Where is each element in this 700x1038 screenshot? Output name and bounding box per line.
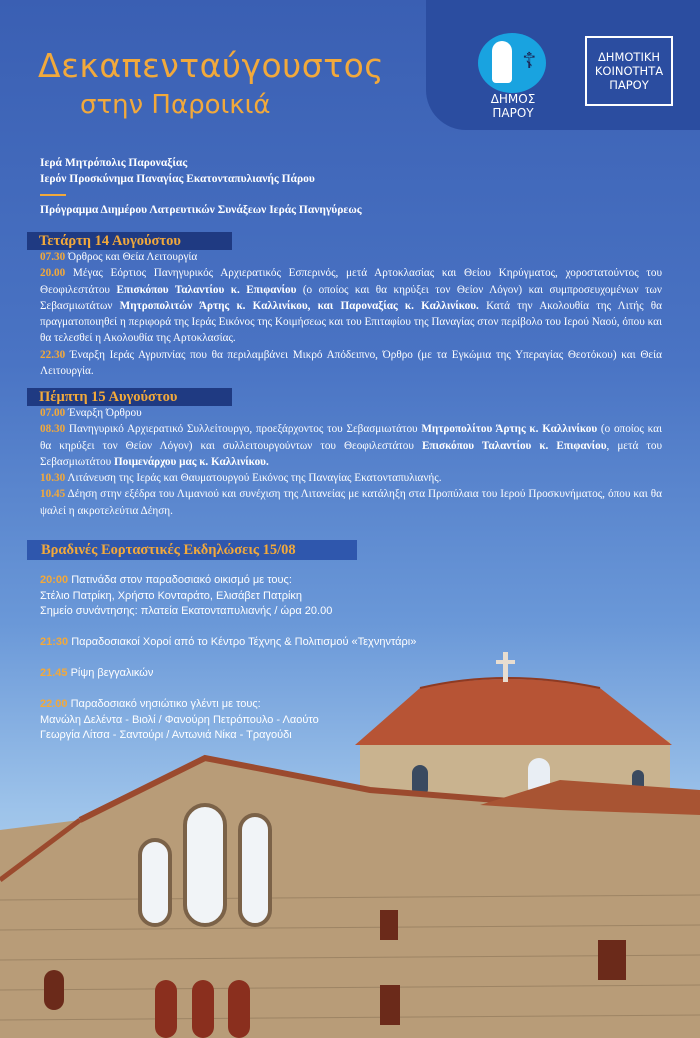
intro-line-2: Ιερόν Προσκύνημα Παναγίας Εκατονταπυλιανής Πάρου (40, 173, 315, 185)
event-text-bold: Επισκόπου Ταλαντίου κ. Επιφανίου (421, 439, 607, 452)
intro-line-1: Ιερά Μητρόπολις Παροναξίας (40, 157, 188, 169)
day2-event-4 (40, 486, 662, 519)
event-time: 22.30 (40, 348, 66, 361)
intro-block (40, 155, 315, 187)
event-text: Κατά την Ακολουθία της Λιτής θα πραγματοποιηθεί η περιφορά της Ιεράς Εικόνος της Κοιμήσεως και του Επιταφίου της Παναγίας στον περίβολο του Ιερού Ναού, όπου και θα τελεσθεί η Ακολουθία της Αρτοκλασίας. (40, 299, 662, 345)
event-text: Μανώλη Δελέντα - Βιολί / Φανούρη Πετρόπουλο - Λαούτο (40, 713, 319, 726)
event-time: 21:30 (40, 636, 69, 648)
day1-body (40, 249, 662, 379)
event-text: Παραδοσιακοί Χοροί από το Κέντρο Τέχνης & Πολιτισμού «Τεχνηντάρι» (68, 636, 417, 648)
day1-event-3 (40, 347, 662, 380)
event-text: Έναρξη Ιεράς Αγρυπνίας που θα περιλαμβάνει Μικρό Απόδειπνο, Όρθρο (με τα Εγκώμια της Υπεραγίας Θεοτόκου) και Θεία Λειτουργία. (40, 348, 662, 378)
day2-event-3 (40, 470, 662, 486)
event-time: 21.45 (40, 667, 68, 679)
logo-figure-icon (492, 41, 512, 83)
day1-heading: Τετάρτη 14 Αυγούστου (27, 232, 232, 250)
day1-event-2 (40, 265, 662, 346)
event-time: 10.45 (40, 488, 66, 501)
event-text: Γεωργία Λίτσα - Σαντούρι / Αντωνιά Νίκα - Τραγούδι (40, 729, 292, 741)
day2-event-2 (40, 421, 662, 470)
church-illustration (0, 640, 700, 1038)
event-text: , μετά του Σεβασμιωτάτου (40, 439, 662, 468)
event-text: (ο οποίος και θα κηρύξει τον Θείον Λόγον) και συμπροσευχομένων των Σεβασμιωτάτων (40, 283, 662, 312)
event-text-bold: Μητροπολίτου Άρτης κ. Καλλινίκου (421, 423, 598, 436)
page-title: Δεκαπενταύγουστος (38, 46, 385, 85)
event-time: 08.30 (40, 423, 66, 436)
program-title: Πρόγραμμα Διημέρου Λατρευτικών Συνάξεων Ιεράς Πανηγύρεως (40, 204, 362, 216)
event-time: 07.30 (40, 251, 66, 263)
event-text-bold: Ποιμενάρχου μας κ. Καλλινίκου. (113, 455, 269, 468)
page-subtitle: στην Παροικιά (80, 90, 271, 120)
cross-icon: ☦ (522, 49, 537, 74)
event-text-bold: Επισκόπου Ταλαντίου κ. Επιφανίου (116, 283, 297, 296)
event-time: 20.00 (40, 267, 66, 280)
evening-event-1 (40, 573, 332, 620)
event-text: Πανηγυρικό Αρχιερατικό Συλλείτουργο, προεξάρχοντος του Σεβασμιωτάτου (65, 423, 422, 436)
cross-bar (496, 660, 515, 664)
evening-heading: Βραδινές Εορταστικές Εκδηλώσεις 15/08 (27, 540, 357, 560)
dome-roof (355, 679, 672, 745)
event-time: 20:00 (40, 574, 69, 586)
event-text: Δέηση στην εξέδρα του Λιμανιού και συνέχιση της Λιτανείας με κατάληξη στα Προπύλαια του Ιερού Προσκυνήματος, όπου και θα ψαλεί η ακροτελεύτια Δέηση. (40, 488, 662, 517)
day1-event-1 (40, 249, 662, 265)
event-text: (ο οποίος και θα κηρύξει τον Θείον Λόγον) και συλλειτουργούντων του Θεοφιλεστάτου (40, 423, 662, 452)
event-text: Στέλιο Πατρίκη, Χρήστο Κονταράτο, Ελισάβετ Πατρίκη (40, 589, 303, 602)
event-time: 22.00 (40, 698, 68, 710)
municipality-logo-icon (478, 33, 546, 93)
event-text: Λιτάνευση της Ιεράς και Θαυματουργού Εικόνος της Παναγίας Εκατονταπυλιανής. (65, 472, 442, 485)
day2-body (40, 405, 662, 519)
day2-event-1 (40, 405, 662, 421)
day2-heading: Πέμπτη 15 Αυγούστου (27, 388, 232, 406)
event-time: 07.00 (40, 407, 66, 419)
cross-icon (503, 652, 508, 682)
event-text: Πατινάδα στον παραδοσιακό οικισμό με τους: (68, 574, 292, 586)
event-text-bold: Μητροπολιτών Άρτης κ. Καλλινίκου, και Παροναξίας κ. Καλλινίκου. (119, 299, 479, 312)
divider (40, 194, 66, 196)
community-badge: ΔΗΜΟΤΙΚΗ ΚΟΙΝΟΤΗΤΑ ΠΑΡΟΥ (585, 36, 673, 106)
event-text: Όρθρος και Θεία Λειτουργία (65, 251, 198, 263)
event-text: Ρίψη βεγγαλικών (67, 667, 154, 679)
event-text: Έναρξη Όρθρου (65, 407, 142, 419)
logo-caption: ΔΗΜΟΣ ΠΑΡΟΥ (490, 92, 536, 120)
event-text: Μέγας Εόρτιος Πανηγυρικός Αρχιερατικός Εσπερινός, μετά Αρτοκλασίας και Θείου Κηρύγματος, χοροστατούντος του Θεοφιλεστάτου (40, 267, 662, 296)
event-time: 10.30 (40, 472, 66, 485)
event-text: Σημείο συνάντησης: πλατεία Εκατονταπυλιανής / ώρα 20.00 (40, 605, 333, 617)
event-text: Παραδοσιακό νησιώτικο γλέντι με τους: (67, 698, 261, 710)
